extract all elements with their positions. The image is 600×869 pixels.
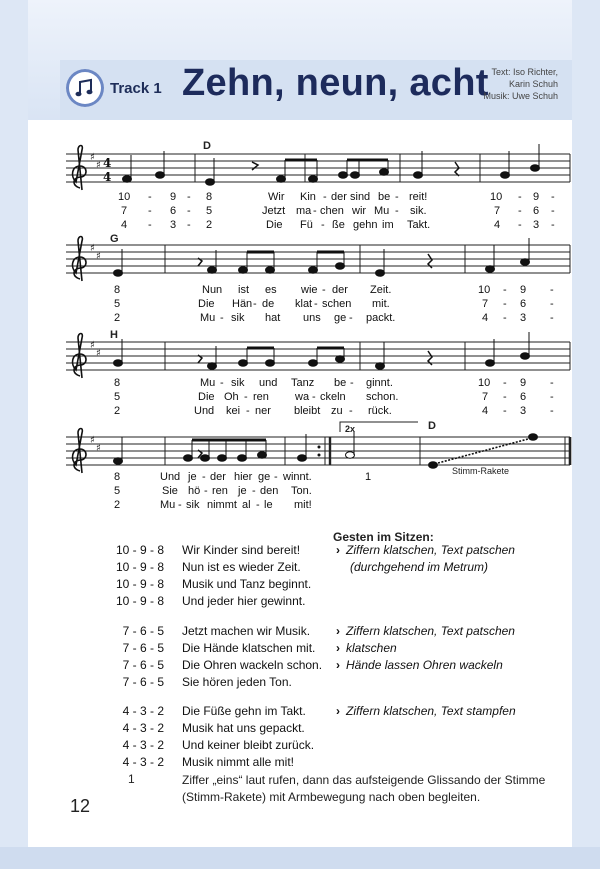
lyric-syllable: - (322, 284, 326, 296)
lyric-syllable: Oh (224, 391, 239, 403)
lyric-syllable: ße (332, 219, 345, 231)
lyric-syllable: 9 (520, 377, 527, 389)
lyric-syllable: der (331, 191, 347, 203)
gesture-text: Hände lassen Ohren wackeln (346, 658, 503, 672)
lyric-syllable: bleibt (294, 405, 321, 417)
gesture-note (336, 704, 516, 718)
lyric-syllable: Kin (300, 191, 316, 203)
lyric-syllable: rück. (368, 405, 392, 417)
verse-line: Jetzt machen wir Musik. (182, 624, 311, 638)
lyric-syllable: - (314, 298, 318, 310)
page-number: 12 (70, 796, 91, 816)
lyric-syllable: chen (320, 205, 344, 217)
lyric-syllable: 2 (206, 219, 213, 231)
lyric-syllable: hat (265, 312, 281, 324)
lyric-syllable: gehn (353, 219, 378, 231)
count-one: 1 (365, 471, 372, 483)
lyric-syllable: 5 (114, 485, 121, 497)
lyric-syllable: 10 (478, 377, 491, 389)
lyric-syllable: schon. (366, 391, 399, 403)
lyric-syllable: - (550, 391, 554, 403)
lyric-syllable: Und (160, 471, 181, 483)
lyric-syllable: - (550, 298, 554, 310)
verse-line: Musik hat uns gepackt. (182, 721, 305, 735)
lyric-syllable: Ton. (291, 485, 312, 497)
gesture-note (336, 641, 397, 655)
lyric-syllable: der (332, 284, 348, 296)
lyric-syllable: hier (234, 471, 253, 483)
lyric-syllable: ma (296, 205, 312, 217)
count-numbers: 7 - 6 - 5 (122, 624, 164, 638)
final-count: 1 (128, 772, 135, 786)
lyric-syllable: - (312, 391, 316, 403)
lyric-syllable: Wir (268, 191, 285, 203)
lyric-syllable: ren (212, 485, 228, 497)
lyric-syllable: le (264, 499, 273, 511)
svg-text:♯: ♯ (96, 251, 101, 262)
lyric-syllable: 7 (494, 205, 501, 217)
lyric-syllable: 6 (533, 205, 540, 217)
verse-line: Musik und Tanz beginnt. (182, 577, 312, 591)
lyric-syllable: - (220, 377, 224, 389)
notes-staff-3 (114, 332, 530, 369)
lyric-syllable: - (503, 377, 507, 389)
lyric-syllable: - (518, 219, 522, 231)
lyric-syllable: der (210, 471, 226, 483)
gesture-text: Ziffern klatschen, Text patschen (346, 624, 515, 638)
lyric-syllable: winnt. (283, 471, 312, 483)
lyric-syllable: kei (226, 405, 241, 417)
verse-line: Die Hände klatschen mit. (182, 641, 316, 655)
credit-line: Karin Schuh (508, 79, 558, 89)
lyric-syllable: hö (188, 485, 201, 497)
lyric-syllable: und (259, 377, 278, 389)
lyric-syllable: de (262, 298, 275, 310)
count-numbers: 4 - 3 - 2 (122, 704, 164, 718)
svg-text:♯: ♯ (96, 443, 101, 454)
lyric-syllable: 3 (520, 312, 527, 324)
svg-text:♯: ♯ (90, 152, 95, 163)
svg-text:♯: ♯ (96, 348, 101, 359)
lyric-syllable: - (187, 219, 191, 231)
lyric-syllable: ginnt. (366, 377, 393, 389)
count-numbers: 10 - 9 - 8 (115, 594, 164, 608)
gesture-note (336, 658, 503, 672)
lyric-syllable: - (148, 205, 152, 217)
lyric-syllable: den (260, 485, 279, 497)
lyric-syllable: ner (255, 405, 271, 417)
arrow-icon: › (336, 704, 340, 718)
lyric-syllable: - (550, 312, 554, 324)
count-numbers: 7 - 6 - 5 (122, 641, 164, 655)
lyric-syllable: - (252, 485, 256, 497)
lyric-syllable: - (313, 205, 317, 217)
lyric-syllable: - (349, 405, 353, 417)
lyric-syllable: sik (231, 377, 245, 389)
lyric-syllable: 8 (114, 471, 121, 483)
key-signatures (90, 152, 101, 454)
lyric-syllable: wir (352, 205, 367, 217)
chord-label: D (203, 140, 211, 152)
lyric-syllable: im (382, 219, 394, 231)
lyric-syllable: 8 (114, 284, 121, 296)
arrow-icon: › (336, 624, 340, 638)
verse-line: Die Füße gehn im Takt. (182, 704, 306, 718)
lyric-syllable: sind (350, 191, 371, 203)
verse-line: Die Ohren wackeln schon. (182, 658, 323, 672)
lyric-syllable: - (187, 191, 191, 203)
lyric-syllable: sik (231, 312, 245, 324)
arrow-icon: › (336, 658, 340, 672)
lyric-syllable: - (503, 391, 507, 403)
svg-text:♯: ♯ (96, 160, 101, 171)
lyric-syllable: - (518, 191, 522, 203)
section-letter: H (110, 329, 118, 341)
song-title: Zehn, neun, acht (182, 62, 489, 104)
gesten-title: Gesten im Sitzen: (333, 530, 434, 544)
gesture-note (336, 543, 515, 557)
lyric-syllable: Die (198, 391, 215, 403)
lyric-syllable: - (244, 391, 248, 403)
verse-line: Und jeder hier gewinnt. (182, 594, 306, 608)
notes-staff-2 (114, 238, 530, 276)
lyric-syllable: 7 (121, 205, 128, 217)
lyric-syllable: - (246, 405, 250, 417)
verse-line: Sie hören jeden Ton. (182, 675, 292, 689)
gesture-note (336, 624, 515, 638)
lyric-syllable: - (148, 191, 152, 203)
gesture-text: Ziffern klatschen, Text patschen (346, 543, 515, 557)
count-numbers: 4 - 3 - 2 (122, 738, 164, 752)
lyric-syllable: 9 (520, 284, 527, 296)
lyric-syllable: 9 (533, 191, 540, 203)
credit-line: Text: Iso Richter, (491, 67, 558, 77)
arrow-icon: › (336, 641, 340, 655)
track-label: Track 1 (110, 80, 162, 97)
lyric-syllable: 4 (482, 312, 489, 324)
lyric-syllable: mit. (372, 298, 390, 310)
lyric-syllable: - (550, 405, 554, 417)
lyric-syllable: schen (322, 298, 352, 310)
time-signature (103, 156, 111, 184)
lyric-syllable: 6 (520, 391, 527, 403)
lyric-syllable: - (202, 471, 206, 483)
lyric-syllable: Und (194, 405, 215, 417)
lyric-syllable: Mu (200, 312, 216, 324)
lyric-syllable: Fü (300, 219, 313, 231)
lyric-syllable: je (238, 485, 247, 497)
lyric-syllable: Die (266, 219, 283, 231)
page-frame-bottom (0, 847, 600, 869)
lyric-syllable: Zeit. (370, 284, 392, 296)
count-numbers: 10 - 9 - 8 (115, 577, 164, 591)
lyric-syllable: 4 (482, 405, 489, 417)
lyric-syllable: - (187, 205, 191, 217)
verse-line: Musik nimmt alle mit! (182, 755, 295, 769)
gesture-text: Ziffern klatschen, Text stampfen (346, 704, 516, 718)
lyric-syllable: - (503, 284, 507, 296)
lyric-syllable: be (378, 191, 391, 203)
lyric-syllable: Sie (162, 485, 178, 497)
lyric-syllable: - (551, 191, 555, 203)
lyric-syllable: Takt. (407, 219, 431, 231)
count-numbers: 7 - 6 - 5 (122, 658, 164, 672)
lyric-syllable: - (551, 219, 555, 231)
lyric-syllable: - (395, 205, 399, 217)
lyric-syllable: Die (198, 298, 215, 310)
lyric-syllable: 10 (490, 191, 503, 203)
lyric-syllable: 4 (494, 219, 501, 231)
clefs (73, 146, 86, 474)
svg-text:♯: ♯ (90, 340, 95, 351)
lyric-syllable: ren (253, 391, 269, 403)
lyric-syllable: 3 (533, 219, 540, 231)
svg-text:♯: ♯ (90, 243, 95, 254)
lyric-syllable: klat (295, 298, 313, 310)
count-numbers: 4 - 3 - 2 (122, 755, 164, 769)
lyric-syllable: Mu (200, 377, 216, 389)
lyric-syllable: 2 (114, 499, 121, 511)
lyric-syllable: 10 (478, 284, 491, 296)
count-numbers: 4 - 3 - 2 (122, 721, 164, 735)
lyric-syllable: - (321, 219, 325, 231)
lyric-syllable: ge (334, 312, 347, 324)
lyric-syllable: - (178, 499, 182, 511)
final-instruction: Ziffer „eins“ laut rufen, dann das aufsteigende Glissando der Stimme (Stimm-Rakete) mit Armbewegung nach oben begleiten. (182, 773, 546, 804)
lyric-syllable: ge (258, 471, 271, 483)
verse-line: Wir Kinder sind bereit! (182, 543, 301, 557)
lyric-syllable: mit! (294, 499, 312, 511)
lyric-syllable: - (204, 485, 208, 497)
lyric-syllable: packt. (366, 312, 396, 324)
credit-line: Musik: Uwe Schuh (483, 91, 558, 101)
lyric-syllable: al (242, 499, 251, 511)
lyric-syllable: 9 (170, 191, 177, 203)
lyric-syllable: be (334, 377, 347, 389)
svg-text:♯: ♯ (90, 435, 95, 446)
lyric-syllable: 10 (118, 191, 131, 203)
verse-line: Und keiner bleibt zurück. (182, 738, 315, 752)
lyric-syllable: - (550, 284, 554, 296)
svg-text:4: 4 (103, 170, 112, 184)
lyric-syllable: - (349, 312, 353, 324)
lyric-syllable: - (503, 312, 507, 324)
lyric-syllable: - (503, 298, 507, 310)
lyric-syllable: sik (186, 499, 200, 511)
lyric-syllable: je (188, 471, 197, 483)
count-numbers: 10 - 9 - 8 (115, 560, 164, 574)
lyric-syllable: 5 (114, 298, 121, 310)
lyric-syllable: wa (295, 391, 310, 403)
lyric-syllable: 6 (170, 205, 177, 217)
lyric-syllable: nimmt (207, 499, 237, 511)
lyric-syllable: Nun (202, 284, 223, 296)
lyric-syllable: ist (238, 284, 249, 296)
lyric-syllable: 5 (114, 391, 121, 403)
lyric-syllable: uns (303, 312, 321, 324)
rakete-label: Stimm-Rakete (452, 466, 510, 476)
notes-staff-1 (123, 144, 540, 185)
verse-line: Nun ist es wieder Zeit. (182, 560, 301, 574)
lyric-syllable: 2 (114, 405, 121, 417)
lyric-syllable: 2 (114, 312, 121, 324)
lyric-syllable: - (256, 499, 260, 511)
lyric-syllable: - (274, 471, 278, 483)
lyric-syllable: Tanz (291, 377, 315, 389)
lyric-syllable: - (253, 298, 257, 310)
lyric-syllable: zu (331, 405, 343, 417)
lyric-syllable: - (323, 191, 327, 203)
lyric-syllable: Jetzt (262, 205, 286, 217)
svg-text:4: 4 (103, 156, 112, 170)
chord-label: D (428, 420, 436, 432)
lyric-syllable: 4 (121, 219, 128, 231)
lyric-syllable: 3 (520, 405, 527, 417)
repeat-mark: 2x (345, 424, 356, 434)
lyric-syllable: - (148, 219, 152, 231)
lyric-syllable: 7 (482, 391, 489, 403)
lyric-syllable: wie (301, 284, 318, 296)
lyric-syllable: - (503, 405, 507, 417)
lyric-syllable: 7 (482, 298, 489, 310)
lyric-syllable: sik. (410, 205, 427, 217)
lyric-syllable: - (395, 191, 399, 203)
lyric-syllable: ckeln (320, 391, 346, 403)
lyric-syllable: - (550, 377, 554, 389)
lyric-syllable: - (551, 205, 555, 217)
lyric-syllable: 8 (114, 377, 121, 389)
lyric-syllable: 8 (206, 191, 213, 203)
lyric-syllable: Mu (160, 499, 176, 511)
lyric-syllable: 5 (206, 205, 213, 217)
lyric-syllable: es (265, 284, 277, 296)
arrow-icon: › (336, 543, 340, 557)
gesture-note-sub: (durchgehend im Metrum) (350, 560, 489, 574)
count-numbers: 7 - 6 - 5 (122, 675, 164, 689)
lyric-syllable: - (220, 312, 224, 324)
lyric-syllable: Hän (232, 298, 253, 310)
gesture-text: klatschen (346, 641, 397, 655)
lyric-syllable: reit! (409, 191, 428, 203)
lyric-syllable: Mu (374, 205, 390, 217)
lyric-syllable: 3 (170, 219, 177, 231)
section-letter: G (110, 233, 119, 245)
lyric-syllable: 6 (520, 298, 527, 310)
lyric-syllable: - (518, 205, 522, 217)
count-numbers: 10 - 9 - 8 (115, 543, 164, 557)
lyric-syllable: - (350, 377, 354, 389)
